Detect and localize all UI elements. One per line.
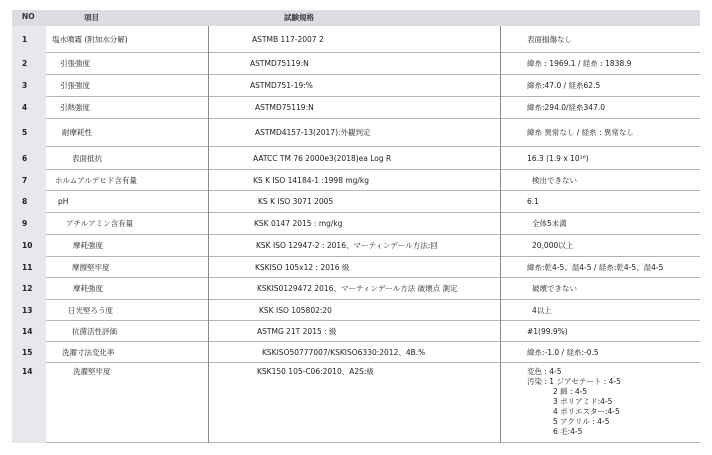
row-number-cell (12, 170, 46, 191)
table-row (12, 278, 700, 300)
row-item: 抗菌活性評価 (72, 327, 117, 336)
row-number-cell (12, 342, 46, 363)
header-item: 項目 (84, 13, 99, 22)
row-spec: KSKISO50777007/KSKISO6330:2012、4B.% (262, 348, 426, 357)
row-item: 引張強度 (60, 59, 90, 68)
row-number: 3 (22, 81, 28, 90)
row-item: ホルムアルデヒド含有量 (55, 176, 137, 185)
row-item: 引熱強度 (60, 103, 90, 112)
table-row (12, 191, 700, 213)
row-number: 13 (22, 306, 33, 315)
row-item: pH (58, 197, 69, 206)
row-result: 4以上 (532, 306, 552, 315)
row-number-cell (12, 97, 46, 119)
result-subline: 4 ポリエスター:4-5 (553, 407, 620, 416)
row-result: 6.1 (527, 197, 539, 206)
row-number-cell (12, 300, 46, 321)
row-number-cell (12, 75, 46, 97)
table-row (12, 235, 700, 257)
header-no: NO (22, 12, 35, 21)
row-spec: ASTMG 21T 2015 : 級 (257, 327, 337, 336)
row-spec: AATCC TM 76 2000e3(2018)ea Log R (253, 154, 392, 163)
row-spec: ASTMD751-19:% (250, 81, 313, 90)
table-row (12, 342, 700, 363)
row-item: 摩耗強度 (73, 241, 103, 250)
table-row (12, 119, 700, 147)
result-subline: 5 アクリル : 4-5 (553, 417, 610, 426)
row-result: #1(99.9%) (527, 327, 568, 336)
row-item: 塩水噴霧 (附加水分解) (52, 35, 128, 44)
row-number-cell (12, 257, 46, 278)
row-item: 摩耗強度 (73, 284, 103, 293)
row-result: 緯糸:294.0/経糸347.0 (527, 103, 605, 112)
row-number-cell (12, 26, 46, 53)
table-row (12, 257, 700, 278)
row-number-cell (12, 363, 46, 443)
table-row (12, 97, 700, 119)
row-result: 緯糸:47.0 / 経糸62.5 (527, 81, 601, 90)
row-result: 破壊できない (532, 284, 577, 293)
table-row (12, 300, 700, 321)
row-number: 4 (22, 103, 28, 112)
row-number: 5 (22, 128, 28, 137)
result-subline: 6 毛:4-5 (553, 427, 583, 436)
row-result: 緯糸 : 1969.1 / 経糸 : 1838.9 (527, 59, 632, 68)
row-number: 11 (22, 263, 33, 272)
row-number: 14 (22, 367, 33, 376)
row-spec: ASTMB 117-2007 2 (252, 35, 324, 44)
table-row (12, 75, 700, 97)
wash-fastness-result (527, 367, 621, 437)
row-number: 9 (22, 219, 28, 228)
result-line: 汚染 : 1 ジアセテート : 4-5 (527, 377, 621, 386)
row-number-cell (12, 191, 46, 213)
row-number: 12 (22, 284, 33, 293)
row-item: 日光堅ろう度 (68, 306, 113, 315)
table-header (12, 10, 700, 26)
result-subline: 2 綿 : 4-5 (553, 387, 588, 396)
row-item: 引張強度 (60, 81, 90, 90)
table-row (12, 53, 700, 75)
row-spec: ASTMD4157-13(2017):外観判定 (255, 128, 371, 137)
row-number: 15 (22, 348, 33, 357)
row-spec: KSK150 105-C06:2010、A2S:級 (257, 367, 374, 376)
row-result: 緯糸 異常なし / 経糸 : 異常なし (527, 128, 634, 137)
row-spec: KSKISO 105x12 : 2016 級 (255, 263, 350, 272)
row-item: 耐摩耗性 (62, 128, 92, 137)
row-number: 1 (22, 35, 28, 44)
row-spec: KS K ISO 14184-1 :1998 mg/kg (253, 176, 370, 185)
row-spec: KSKIS0129472 2016、マーティンデール方法 破壊点 測定 (257, 284, 458, 293)
row-divider (46, 442, 700, 443)
row-item: アチルアミン含有量 (66, 219, 134, 228)
row-result: 20,000以上 (532, 241, 574, 250)
row-item: 洗濯寸法変化率 (62, 348, 115, 357)
row-result: 検出できない (532, 176, 577, 185)
row-number-cell (12, 278, 46, 300)
table-row (12, 321, 700, 342)
table-row (12, 363, 700, 443)
row-spec: KSK ISO 12947-2 : 2016、マーティンデール方法:回 (256, 241, 438, 250)
row-number: 14 (22, 327, 33, 336)
table-row (12, 147, 700, 170)
row-number: 7 (22, 176, 28, 185)
row-spec: KS K ISO 3071 2005 (258, 197, 334, 206)
column-divider (500, 26, 501, 443)
row-number-cell (12, 119, 46, 147)
row-spec: KSK 0147 2015 : mg/kg (254, 219, 343, 228)
table-row (12, 213, 700, 235)
table-row (12, 170, 700, 191)
row-number-cell (12, 213, 46, 235)
row-result: 16.3 (1.9 x 10¹⁶) (527, 154, 589, 163)
row-number-cell (12, 53, 46, 75)
row-result: 緯糸:乾4-5、湿4-5 / 経糸:乾4-5、湿4-5 (527, 263, 664, 272)
row-number-cell (12, 321, 46, 342)
row-result: 緯糸:-1.0 / 経糸:-0.5 (527, 348, 599, 357)
row-number-cell (12, 235, 46, 257)
row-item: 摩擦堅牢度 (72, 263, 110, 272)
column-divider (208, 26, 209, 443)
row-number: 10 (22, 241, 33, 250)
row-item: 表面抵抗 (72, 154, 102, 163)
row-number: 6 (22, 154, 28, 163)
row-spec: ASTMD75119:N (250, 59, 309, 68)
result-subline: 3 ポリアミド:4-5 (553, 397, 613, 406)
row-spec: KSK ISO 105802:20 (259, 306, 332, 315)
row-number-cell (12, 147, 46, 170)
row-result: 表面損傷なし (527, 35, 572, 44)
row-result: 全体5未満 (532, 219, 567, 228)
row-number: 8 (22, 197, 28, 206)
result-line: 変色 : 4-5 (527, 367, 562, 376)
table-row (12, 26, 700, 53)
row-number: 2 (22, 59, 28, 68)
row-item: 洗濯堅牢度 (73, 367, 111, 376)
header-spec: 試験規格 (284, 13, 314, 22)
row-spec: ASTMD75119:N (255, 103, 314, 112)
